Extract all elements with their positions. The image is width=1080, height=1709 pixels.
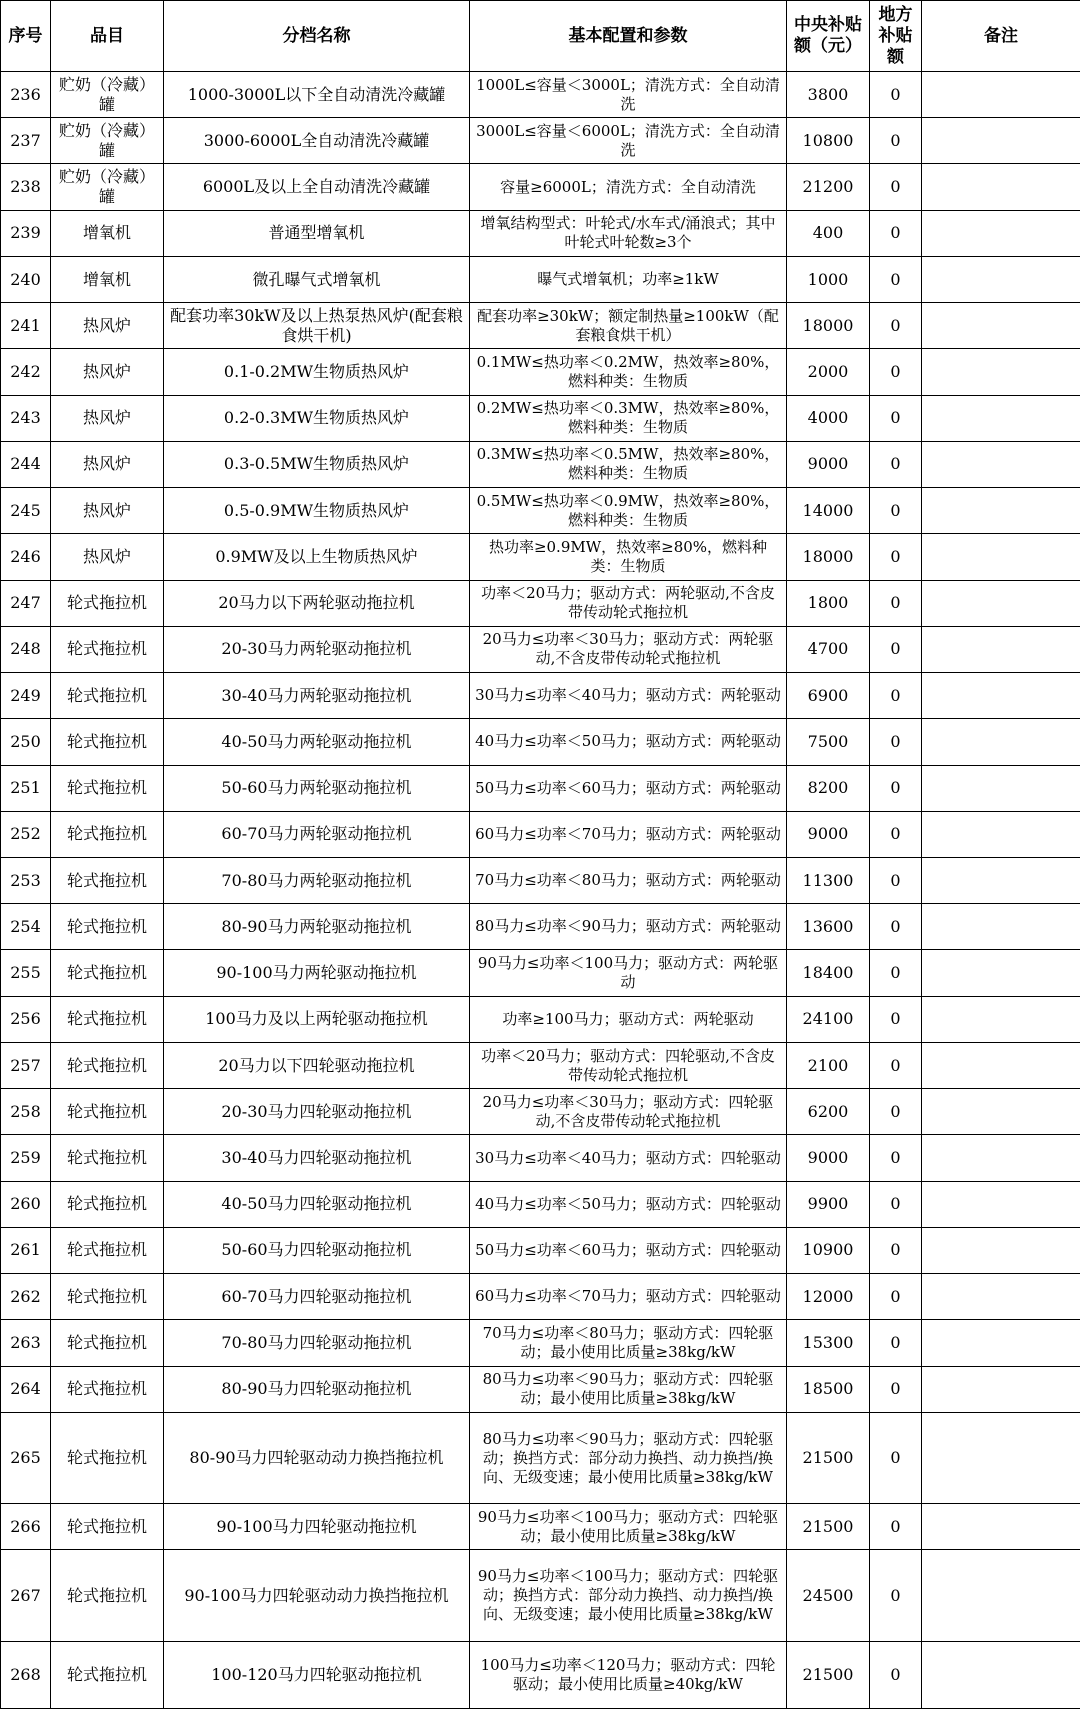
cell-local-subsidy: 0: [870, 996, 922, 1042]
table-row: [1, 349, 1080, 395]
cell-config: 90马力≤功率＜100马力；驱动方式：四轮驱动；换挡方式：部分动力换挡、动力换挡/换向、无级变速；最小使用比质量≥38kg/kW: [470, 1550, 787, 1641]
cell-local-subsidy: 0: [870, 1320, 922, 1366]
cell-no: 249: [1, 673, 51, 719]
cell-remark: [922, 488, 1080, 534]
cell-item: 轮式拖拉机: [51, 719, 164, 765]
cell-item: 热风炉: [51, 441, 164, 487]
cell-remark: [922, 118, 1080, 164]
cell-local-subsidy: 0: [870, 1042, 922, 1088]
table-row: [1, 811, 1080, 857]
cell-local-subsidy: 0: [870, 580, 922, 626]
cell-local-subsidy: 0: [870, 1412, 922, 1503]
cell-central-subsidy: 13600: [787, 904, 870, 950]
cell-item: 轮式拖拉机: [51, 765, 164, 811]
cell-tier: 普通型增氧机: [164, 210, 470, 256]
cell-local-subsidy: 0: [870, 395, 922, 441]
header-item: 品目: [51, 1, 164, 72]
header-local-subsidy: 地方补贴额: [870, 1, 922, 72]
cell-item: 轮式拖拉机: [51, 811, 164, 857]
cell-no: 263: [1, 1320, 51, 1366]
cell-no: 265: [1, 1412, 51, 1503]
table-row: [1, 164, 1080, 210]
table-row: [1, 950, 1080, 996]
cell-no: 244: [1, 441, 51, 487]
cell-item: 热风炉: [51, 349, 164, 395]
cell-tier: 70-80马力两轮驱动拖拉机: [164, 857, 470, 903]
cell-item: 轮式拖拉机: [51, 1181, 164, 1227]
cell-no: 247: [1, 580, 51, 626]
cell-tier: 6000L及以上全自动清洗冷藏罐: [164, 164, 470, 210]
cell-central-subsidy: 21500: [787, 1504, 870, 1550]
cell-no: 256: [1, 996, 51, 1042]
cell-remark: [922, 950, 1080, 996]
cell-central-subsidy: 9000: [787, 811, 870, 857]
cell-no: 237: [1, 118, 51, 164]
cell-remark: [922, 210, 1080, 256]
cell-item: 贮奶（冷藏）罐: [51, 72, 164, 118]
cell-item: 贮奶（冷藏）罐: [51, 164, 164, 210]
cell-central-subsidy: 7500: [787, 719, 870, 765]
cell-no: 262: [1, 1274, 51, 1320]
cell-no: 259: [1, 1135, 51, 1181]
cell-central-subsidy: 400: [787, 210, 870, 256]
cell-tier: 微孔曝气式增氧机: [164, 256, 470, 302]
cell-no: 255: [1, 950, 51, 996]
cell-central-subsidy: 9900: [787, 1181, 870, 1227]
cell-remark: [922, 1641, 1080, 1708]
cell-item: 热风炉: [51, 303, 164, 349]
cell-central-subsidy: 9000: [787, 441, 870, 487]
cell-tier: 20-30马力四轮驱动拖拉机: [164, 1089, 470, 1135]
cell-no: 266: [1, 1504, 51, 1550]
cell-central-subsidy: 2000: [787, 349, 870, 395]
cell-tier: 90-100马力两轮驱动拖拉机: [164, 950, 470, 996]
cell-tier: 20-30马力两轮驱动拖拉机: [164, 626, 470, 672]
table-row: [1, 1042, 1080, 1088]
cell-local-subsidy: 0: [870, 72, 922, 118]
cell-local-subsidy: 0: [870, 950, 922, 996]
cell-tier: 20马力以下四轮驱动拖拉机: [164, 1042, 470, 1088]
cell-no: 242: [1, 349, 51, 395]
cell-central-subsidy: 1000: [787, 256, 870, 302]
cell-config: 20马力≤功率＜30马力；驱动方式：四轮驱动,不含皮带传动轮式拖拉机: [470, 1089, 787, 1135]
table-row: [1, 719, 1080, 765]
table-row: [1, 488, 1080, 534]
header-row: [1, 1, 1080, 72]
cell-remark: [922, 534, 1080, 580]
cell-tier: 0.1-0.2MW生物质热风炉: [164, 349, 470, 395]
cell-tier: 20马力以下两轮驱动拖拉机: [164, 580, 470, 626]
table-row: [1, 1274, 1080, 1320]
cell-no: 260: [1, 1181, 51, 1227]
cell-central-subsidy: 21500: [787, 1412, 870, 1503]
cell-central-subsidy: 3800: [787, 72, 870, 118]
cell-central-subsidy: 24100: [787, 996, 870, 1042]
cell-no: 248: [1, 626, 51, 672]
table-row: [1, 441, 1080, 487]
header-remark: 备注: [922, 1, 1080, 72]
cell-item: 增氧机: [51, 210, 164, 256]
cell-tier: 80-90马力四轮驱动动力换挡拖拉机: [164, 1412, 470, 1503]
table-row: [1, 765, 1080, 811]
cell-central-subsidy: 18400: [787, 950, 870, 996]
cell-tier: 40-50马力四轮驱动拖拉机: [164, 1181, 470, 1227]
cell-no: 239: [1, 210, 51, 256]
cell-config: 3000L≤容量＜6000L；清洗方式：全自动清洗: [470, 118, 787, 164]
header-config: 基本配置和参数: [470, 1, 787, 72]
cell-no: 257: [1, 1042, 51, 1088]
cell-remark: [922, 1042, 1080, 1088]
cell-tier: 80-90马力两轮驱动拖拉机: [164, 904, 470, 950]
cell-remark: [922, 1412, 1080, 1503]
cell-tier: 0.2-0.3MW生物质热风炉: [164, 395, 470, 441]
cell-tier: 0.3-0.5MW生物质热风炉: [164, 441, 470, 487]
table-row: [1, 1366, 1080, 1412]
cell-config: 30马力≤功率＜40马力；驱动方式：两轮驱动: [470, 673, 787, 719]
table-row: [1, 256, 1080, 302]
table-row: [1, 395, 1080, 441]
cell-remark: [922, 765, 1080, 811]
cell-no: 261: [1, 1227, 51, 1273]
cell-config: 0.1MW≤热功率＜0.2MW，热效率≥80%，燃料种类：生物质: [470, 349, 787, 395]
table-row: [1, 673, 1080, 719]
cell-remark: [922, 1320, 1080, 1366]
cell-config: 100马力≤功率＜120马力；驱动方式：四轮驱动；最小使用比质量≥40kg/kW: [470, 1641, 787, 1708]
cell-local-subsidy: 0: [870, 1366, 922, 1412]
cell-item: 轮式拖拉机: [51, 996, 164, 1042]
cell-config: 80马力≤功率＜90马力；驱动方式：四轮驱动；换挡方式：部分动力换挡、动力换挡/换向、无级变速；最小使用比质量≥38kg/kW: [470, 1412, 787, 1503]
cell-item: 热风炉: [51, 534, 164, 580]
cell-central-subsidy: 18500: [787, 1366, 870, 1412]
cell-item: 轮式拖拉机: [51, 1641, 164, 1708]
cell-item: 轮式拖拉机: [51, 857, 164, 903]
cell-tier: 0.5-0.9MW生物质热风炉: [164, 488, 470, 534]
cell-config: 0.2MW≤热功率＜0.3MW，热效率≥80%，燃料种类：生物质: [470, 395, 787, 441]
cell-config: 热功率≥0.9MW，热效率≥80%，燃料种类：生物质: [470, 534, 787, 580]
cell-local-subsidy: 0: [870, 1274, 922, 1320]
cell-no: 241: [1, 303, 51, 349]
cell-no: 254: [1, 904, 51, 950]
cell-remark: [922, 1089, 1080, 1135]
cell-remark: [922, 72, 1080, 118]
cell-item: 轮式拖拉机: [51, 1227, 164, 1273]
cell-config: 40马力≤功率＜50马力；驱动方式：两轮驱动: [470, 719, 787, 765]
cell-tier: 90-100马力四轮驱动动力换挡拖拉机: [164, 1550, 470, 1641]
cell-central-subsidy: 18000: [787, 534, 870, 580]
cell-central-subsidy: 1800: [787, 580, 870, 626]
cell-tier: 0.9MW及以上生物质热风炉: [164, 534, 470, 580]
cell-config: 功率≥100马力；驱动方式：两轮驱动: [470, 996, 787, 1042]
cell-central-subsidy: 2100: [787, 1042, 870, 1088]
cell-config: 80马力≤功率＜90马力；驱动方式：四轮驱动；最小使用比质量≥38kg/kW: [470, 1366, 787, 1412]
cell-local-subsidy: 0: [870, 1550, 922, 1641]
cell-remark: [922, 1366, 1080, 1412]
table-row: [1, 303, 1080, 349]
cell-remark: [922, 256, 1080, 302]
table-row: [1, 1227, 1080, 1273]
cell-no: 246: [1, 534, 51, 580]
cell-remark: [922, 349, 1080, 395]
cell-no: 268: [1, 1641, 51, 1708]
table-row: [1, 1135, 1080, 1181]
cell-central-subsidy: 14000: [787, 488, 870, 534]
cell-central-subsidy: 10900: [787, 1227, 870, 1273]
cell-item: 轮式拖拉机: [51, 1042, 164, 1088]
cell-local-subsidy: 0: [870, 1504, 922, 1550]
cell-local-subsidy: 0: [870, 303, 922, 349]
cell-remark: [922, 996, 1080, 1042]
table-row: [1, 1320, 1080, 1366]
cell-config: 容量≥6000L；清洗方式：全自动清洗: [470, 164, 787, 210]
cell-local-subsidy: 0: [870, 441, 922, 487]
cell-remark: [922, 811, 1080, 857]
cell-local-subsidy: 0: [870, 719, 922, 765]
cell-central-subsidy: 10800: [787, 118, 870, 164]
cell-config: 1000L≤容量＜3000L；清洗方式：全自动清洗: [470, 72, 787, 118]
table-row: [1, 626, 1080, 672]
cell-no: 252: [1, 811, 51, 857]
cell-config: 90马力≤功率＜100马力；驱动方式：两轮驱动: [470, 950, 787, 996]
table-row: [1, 210, 1080, 256]
cell-item: 热风炉: [51, 488, 164, 534]
cell-remark: [922, 626, 1080, 672]
cell-remark: [922, 303, 1080, 349]
cell-local-subsidy: 0: [870, 1181, 922, 1227]
cell-central-subsidy: 4700: [787, 626, 870, 672]
cell-no: 238: [1, 164, 51, 210]
cell-local-subsidy: 0: [870, 626, 922, 672]
cell-remark: [922, 1181, 1080, 1227]
cell-no: 251: [1, 765, 51, 811]
cell-tier: 配套功率30kW及以上热泵热风炉(配套粮食烘干机): [164, 303, 470, 349]
cell-central-subsidy: 24500: [787, 1550, 870, 1641]
cell-config: 70马力≤功率＜80马力；驱动方式：两轮驱动: [470, 857, 787, 903]
cell-tier: 80-90马力四轮驱动拖拉机: [164, 1366, 470, 1412]
header-no: 序号: [1, 1, 51, 72]
cell-no: 253: [1, 857, 51, 903]
cell-remark: [922, 1550, 1080, 1641]
cell-config: 30马力≤功率＜40马力；驱动方式：四轮驱动: [470, 1135, 787, 1181]
table-row: [1, 1089, 1080, 1135]
cell-local-subsidy: 0: [870, 1089, 922, 1135]
cell-item: 轮式拖拉机: [51, 1366, 164, 1412]
cell-no: 245: [1, 488, 51, 534]
cell-tier: 50-60马力两轮驱动拖拉机: [164, 765, 470, 811]
cell-no: 264: [1, 1366, 51, 1412]
cell-tier: 40-50马力两轮驱动拖拉机: [164, 719, 470, 765]
table-row: [1, 1181, 1080, 1227]
cell-remark: [922, 719, 1080, 765]
cell-local-subsidy: 0: [870, 1227, 922, 1273]
cell-item: 轮式拖拉机: [51, 580, 164, 626]
cell-tier: 90-100马力四轮驱动拖拉机: [164, 1504, 470, 1550]
cell-tier: 100-120马力四轮驱动拖拉机: [164, 1641, 470, 1708]
cell-tier: 100马力及以上两轮驱动拖拉机: [164, 996, 470, 1042]
cell-central-subsidy: 6900: [787, 673, 870, 719]
table-row: [1, 1641, 1080, 1708]
header-central-subsidy: 中央补贴额（元）: [787, 1, 870, 72]
cell-item: 轮式拖拉机: [51, 1274, 164, 1320]
cell-central-subsidy: 4000: [787, 395, 870, 441]
cell-config: 曝气式增氧机；功率≥1kW: [470, 256, 787, 302]
cell-no: 267: [1, 1550, 51, 1641]
cell-local-subsidy: 0: [870, 210, 922, 256]
cell-remark: [922, 164, 1080, 210]
cell-item: 轮式拖拉机: [51, 673, 164, 719]
cell-central-subsidy: 21500: [787, 1641, 870, 1708]
cell-tier: 3000-6000L全自动清洗冷藏罐: [164, 118, 470, 164]
cell-config: 功率＜20马力；驱动方式：四轮驱动,不含皮带传动轮式拖拉机: [470, 1042, 787, 1088]
cell-remark: [922, 441, 1080, 487]
table-row: [1, 1550, 1080, 1641]
cell-tier: 70-80马力四轮驱动拖拉机: [164, 1320, 470, 1366]
cell-tier: 50-60马力四轮驱动拖拉机: [164, 1227, 470, 1273]
cell-item: 轮式拖拉机: [51, 626, 164, 672]
cell-config: 50马力≤功率＜60马力；驱动方式：两轮驱动: [470, 765, 787, 811]
cell-no: 258: [1, 1089, 51, 1135]
cell-no: 250: [1, 719, 51, 765]
cell-item: 轮式拖拉机: [51, 1504, 164, 1550]
cell-local-subsidy: 0: [870, 118, 922, 164]
cell-local-subsidy: 0: [870, 164, 922, 210]
cell-local-subsidy: 0: [870, 534, 922, 580]
cell-item: 轮式拖拉机: [51, 1550, 164, 1641]
cell-config: 0.3MW≤热功率＜0.5MW，热效率≥80%，燃料种类：生物质: [470, 441, 787, 487]
cell-tier: 30-40马力四轮驱动拖拉机: [164, 1135, 470, 1181]
cell-tier: 60-70马力四轮驱动拖拉机: [164, 1274, 470, 1320]
cell-local-subsidy: 0: [870, 488, 922, 534]
cell-config: 70马力≤功率＜80马力；驱动方式：四轮驱动；最小使用比质量≥38kg/kW: [470, 1320, 787, 1366]
cell-remark: [922, 904, 1080, 950]
cell-item: 热风炉: [51, 395, 164, 441]
cell-local-subsidy: 0: [870, 811, 922, 857]
cell-local-subsidy: 0: [870, 1641, 922, 1708]
cell-item: 轮式拖拉机: [51, 904, 164, 950]
cell-central-subsidy: 9000: [787, 1135, 870, 1181]
cell-no: 236: [1, 72, 51, 118]
cell-remark: [922, 580, 1080, 626]
cell-remark: [922, 395, 1080, 441]
cell-item: 增氧机: [51, 256, 164, 302]
cell-no: 243: [1, 395, 51, 441]
table-row: [1, 72, 1080, 118]
cell-remark: [922, 857, 1080, 903]
cell-config: 0.5MW≤热功率＜0.9MW，热效率≥80%，燃料种类：生物质: [470, 488, 787, 534]
cell-config: 20马力≤功率＜30马力；驱动方式：两轮驱动,不含皮带传动轮式拖拉机: [470, 626, 787, 672]
cell-tier: 30-40马力两轮驱动拖拉机: [164, 673, 470, 719]
table-row: [1, 857, 1080, 903]
cell-central-subsidy: 18000: [787, 303, 870, 349]
table-row: [1, 534, 1080, 580]
table-row: [1, 1504, 1080, 1550]
cell-remark: [922, 673, 1080, 719]
cell-central-subsidy: 12000: [787, 1274, 870, 1320]
cell-local-subsidy: 0: [870, 765, 922, 811]
cell-central-subsidy: 11300: [787, 857, 870, 903]
cell-item: 轮式拖拉机: [51, 1135, 164, 1181]
cell-config: 增氧结构型式：叶轮式/水车式/涌浪式；其中叶轮式叶轮数≥3个: [470, 210, 787, 256]
table-row: [1, 118, 1080, 164]
header-tier: 分档名称: [164, 1, 470, 72]
cell-local-subsidy: 0: [870, 1135, 922, 1181]
cell-config: 80马力≤功率＜90马力；驱动方式：两轮驱动: [470, 904, 787, 950]
cell-remark: [922, 1135, 1080, 1181]
cell-config: 40马力≤功率＜50马力；驱动方式：四轮驱动: [470, 1181, 787, 1227]
cell-remark: [922, 1504, 1080, 1550]
cell-local-subsidy: 0: [870, 349, 922, 395]
cell-item: 轮式拖拉机: [51, 950, 164, 996]
cell-config: 60马力≤功率＜70马力；驱动方式：两轮驱动: [470, 811, 787, 857]
table-row: [1, 904, 1080, 950]
cell-item: 轮式拖拉机: [51, 1412, 164, 1503]
cell-remark: [922, 1274, 1080, 1320]
cell-local-subsidy: 0: [870, 256, 922, 302]
table-row: [1, 1412, 1080, 1503]
table-row: [1, 996, 1080, 1042]
table-row: [1, 580, 1080, 626]
cell-config: 50马力≤功率＜60马力；驱动方式：四轮驱动: [470, 1227, 787, 1273]
cell-central-subsidy: 6200: [787, 1089, 870, 1135]
cell-config: 配套功率≥30kW；额定制热量≥100kW（配套粮食烘干机）: [470, 303, 787, 349]
cell-central-subsidy: 15300: [787, 1320, 870, 1366]
cell-local-subsidy: 0: [870, 673, 922, 719]
cell-item: 贮奶（冷藏）罐: [51, 118, 164, 164]
cell-config: 60马力≤功率＜70马力；驱动方式：四轮驱动: [470, 1274, 787, 1320]
cell-tier: 60-70马力两轮驱动拖拉机: [164, 811, 470, 857]
cell-central-subsidy: 21200: [787, 164, 870, 210]
cell-item: 轮式拖拉机: [51, 1089, 164, 1135]
cell-config: 功率＜20马力；驱动方式：两轮驱动,不含皮带传动轮式拖拉机: [470, 580, 787, 626]
cell-tier: 1000-3000L以下全自动清洗冷藏罐: [164, 72, 470, 118]
cell-remark: [922, 1227, 1080, 1273]
cell-local-subsidy: 0: [870, 904, 922, 950]
cell-no: 240: [1, 256, 51, 302]
cell-local-subsidy: 0: [870, 857, 922, 903]
cell-config: 90马力≤功率＜100马力；驱动方式：四轮驱动；最小使用比质量≥38kg/kW: [470, 1504, 787, 1550]
cell-central-subsidy: 8200: [787, 765, 870, 811]
cell-item: 轮式拖拉机: [51, 1320, 164, 1366]
